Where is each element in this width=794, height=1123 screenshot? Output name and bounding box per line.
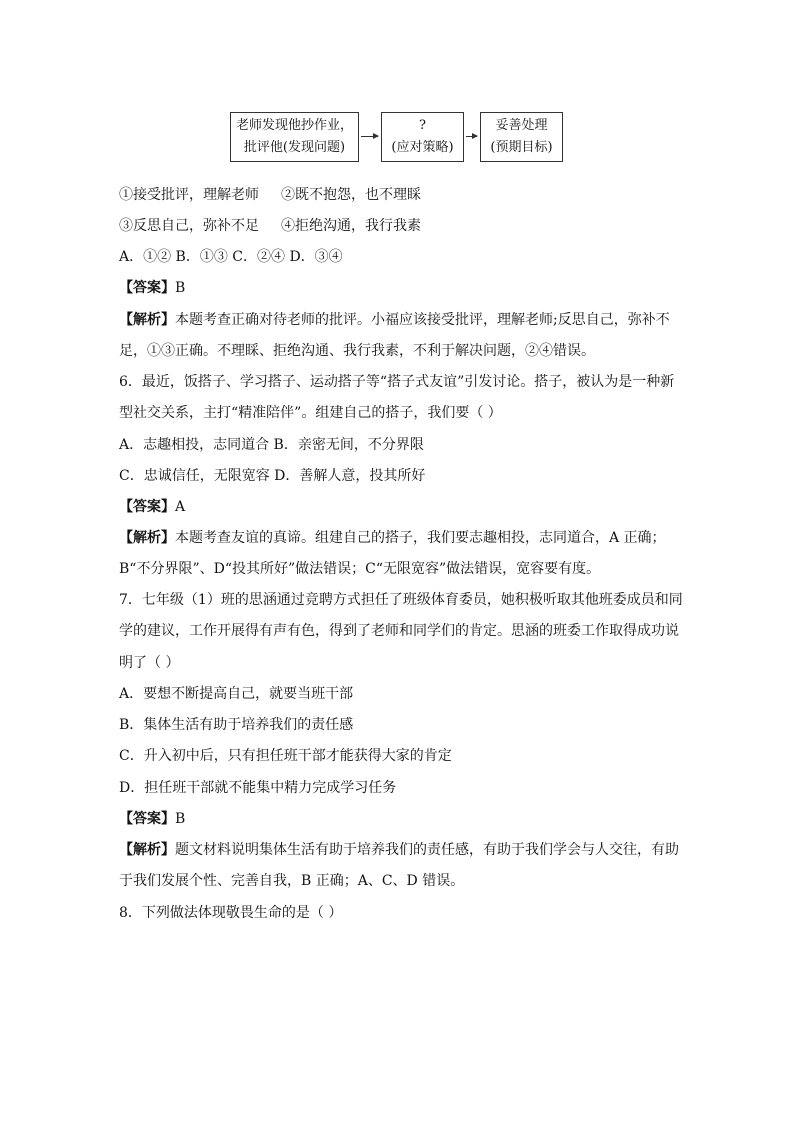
flow-box-text: 老师发现他抄作业， [235, 118, 353, 133]
flow-box-text: 妥善处理 [495, 118, 548, 133]
analysis-text: 本题考查正确对待老师的批评。小福应该接受批评，理解老师;反思自己，弥补不 [175, 312, 670, 328]
q6-answer [119, 497, 679, 517]
q5-option: ②既不抱怨，也不理睬 [281, 187, 421, 203]
q5-analysis-line-1 [119, 310, 679, 330]
arrow-right-icon [466, 136, 477, 137]
q5-answer [119, 278, 679, 298]
q7-analysis-line-1 [119, 840, 679, 860]
analysis-label: 【解析】 [119, 530, 175, 546]
q7-choice-c: C．升入初中后，只有担任班干部才能获得大家的肯定 [119, 748, 452, 764]
q5-option: ③反思自己，弥补不足 [119, 218, 259, 234]
q5-options-row-2 [119, 216, 679, 236]
analysis-label: 【解析】 [119, 312, 175, 328]
flow-box-discover-problem [230, 112, 359, 162]
q5-options-row-1 [119, 185, 679, 205]
flow-box-strategy [381, 112, 464, 162]
q6-analysis-line-2: B“不分界限”、D“投其所好”做法错误；C“无限宽容”做法错误，宽容要有度。 [119, 561, 601, 577]
q5-choices: A．①② B．①③ C．②④ D．③④ [119, 249, 343, 265]
q7-choice-a: A．要想不断提高自己，就要当班干部 [119, 686, 354, 702]
analysis-text: 本题考查友谊的真谛。组建自己的搭子，我们要志趣相投，志同道合，A 正确； [175, 530, 666, 546]
flow-box-text: 批评他(发现问题) [243, 140, 346, 155]
answer-label: 【答案】 [119, 280, 175, 296]
q5-option: ④拒绝沟通，我行我素 [281, 218, 421, 234]
flow-box-text: (应对策略) [391, 140, 454, 155]
q6-stem-line-1: 6．最近，饭搭子、学习搭子、运动搭子等“搭子式友谊”引发讨论。搭子，被认为是一种新 [119, 374, 675, 390]
q7-analysis-line-2: 于我们发展个性、完善自我，B 正确；A、C、D 错误。 [119, 873, 465, 889]
q6-analysis-line-1 [119, 528, 679, 548]
q7-stem-line-2: 学的建议，工作开展得有声有色，得到了老师和同学们的肯定。思涵的班委工作取得成功说 [119, 623, 679, 639]
analysis-label: 【解析】 [119, 842, 175, 858]
answer-value: A [175, 499, 186, 515]
analysis-text: 题文材料说明集体生活有助于培养我们的责任感，有助于我们学会与人交往，有助 [175, 842, 679, 858]
q6-stem-line-2: 型社交关系，主打“精准陪伴”。组建自己的搭子，我们要（ ） [119, 405, 502, 421]
flow-box-text: ? [419, 118, 426, 133]
answer-value: B [175, 280, 186, 296]
answer-value: B [175, 811, 186, 827]
q8-stem: 8．下列做法体现敬畏生命的是（ ） [119, 905, 343, 921]
q7-stem-line-1: 7．七年级（1）班的思涵通过竞聘方式担任了班级体育委员，她积极听取其他班委成员和同 [119, 592, 683, 608]
q7-choice-b: B．集体生活有助于培养我们的责任感 [119, 717, 354, 733]
q7-choice-d: D．担任班干部就不能集中精力完成学习任务 [119, 780, 397, 796]
answer-label: 【答案】 [119, 499, 175, 515]
flow-box-text: (预期目标) [490, 140, 553, 155]
flow-diagram [230, 112, 570, 164]
q5-analysis-line-2: 足，①③正确。不理睬、拒绝沟通、我行我素，不利于解决问题，②④错误。 [119, 343, 595, 359]
arrow-right-icon [361, 136, 378, 137]
flow-box-goal [480, 112, 563, 162]
q7-stem-line-3: 明了（ ） [119, 655, 180, 671]
q5-option: ①接受批评，理解老师 [119, 187, 259, 203]
answer-label: 【答案】 [119, 811, 175, 827]
q6-choices-ab: A．志趣相投，志同道合 B．亲密无间，不分界限 [119, 437, 424, 453]
q7-answer [119, 809, 679, 829]
q6-choices-cd: C．忠诚信任，无限宽容 D．善解人意，投其所好 [119, 468, 426, 484]
